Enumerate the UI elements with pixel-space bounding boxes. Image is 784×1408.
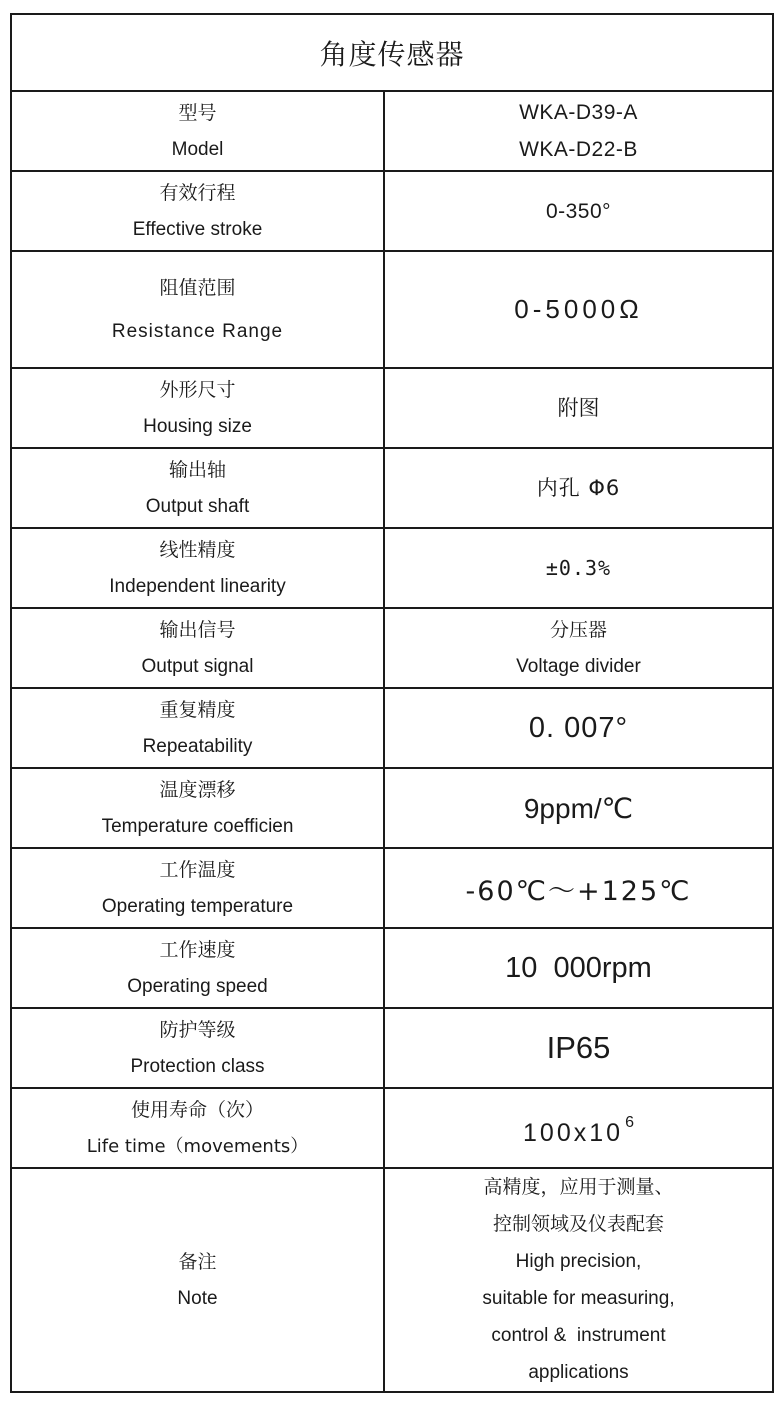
protection-value: IP65 [546, 1030, 611, 1065]
model-value-1: WKA-D39-A [519, 101, 638, 124]
op-speed-value: 10 000rpm [505, 951, 652, 984]
note-line-4: suitable for measuring, [482, 1288, 675, 1309]
label-cell [12, 769, 385, 847]
label-cell [12, 92, 385, 170]
label-en: Output signal [141, 655, 254, 677]
label-zh: 防护等级 [159, 1018, 236, 1041]
label-en: Independent linearity [109, 575, 286, 597]
value-cell [385, 529, 772, 607]
value-cell [385, 92, 772, 170]
label-zh: 外形尺寸 [159, 378, 236, 401]
value-cell [385, 1089, 772, 1167]
signal-value-zh: 分压器 [549, 618, 607, 641]
label-zh: 有效行程 [159, 181, 236, 204]
label-cell [12, 252, 385, 367]
label-en: Protection class [130, 1055, 265, 1077]
row-temp-coeff [12, 769, 772, 849]
label-cell [12, 529, 385, 607]
label-cell [12, 369, 385, 447]
label-zh: 输出轴 [168, 458, 226, 481]
label-zh: 备注 [178, 1250, 217, 1273]
label-en: Output shaft [145, 495, 250, 517]
label-zh: 温度漂移 [159, 778, 236, 801]
value-cell [385, 849, 772, 927]
label-zh: 工作温度 [159, 858, 236, 881]
label-cell [12, 609, 385, 687]
label-en: Resistance Range [111, 320, 284, 342]
label-en: Effective stroke [132, 218, 263, 240]
spec-table [10, 13, 774, 1393]
row-op-temp [12, 849, 772, 929]
table-title: 角度传感器 [12, 15, 772, 92]
row-housing [12, 369, 772, 449]
label-en: Housing size [143, 415, 252, 437]
row-protection [12, 1009, 772, 1089]
label-en: Life time（movements） [86, 1135, 309, 1157]
note-line-2: 控制领域及仪表配套 [492, 1213, 664, 1235]
value-cell [385, 252, 772, 367]
row-linearity [12, 529, 772, 609]
resistance-value: 0-5000Ω [514, 294, 643, 324]
value-cell [385, 929, 772, 1007]
row-op-speed [12, 929, 772, 1009]
value-cell [385, 609, 772, 687]
note-line-1: 高精度，应用于测量、 [483, 1176, 674, 1198]
value-cell [385, 769, 772, 847]
row-resistance [12, 252, 772, 369]
label-en: Operating speed [127, 975, 268, 997]
value-cell [385, 689, 772, 767]
temp-coeff-value: 9ppm/℃ [523, 792, 634, 824]
label-zh: 工作速度 [159, 938, 236, 961]
row-signal [12, 609, 772, 689]
value-cell [385, 1169, 772, 1391]
op-temp-value: -60℃～+125℃ [465, 875, 692, 907]
row-life [12, 1089, 772, 1169]
row-note [12, 1169, 772, 1391]
row-shaft [12, 449, 772, 529]
stroke-value: 0-350° [545, 199, 612, 223]
label-cell [12, 929, 385, 1007]
value-cell [385, 449, 772, 527]
life-value [523, 1108, 634, 1148]
label-cell [12, 172, 385, 250]
label-en: Model [171, 138, 224, 160]
label-cell [12, 1009, 385, 1087]
label-en: Repeatability [142, 735, 253, 757]
value-cell [385, 172, 772, 250]
row-stroke [12, 172, 772, 252]
life-value-exponent: 6 [625, 1114, 634, 1131]
life-value-base: 100x10 [523, 1119, 624, 1147]
label-en: Operating temperature [101, 895, 294, 917]
label-zh: 使用寿命（次） [130, 1098, 264, 1121]
label-zh: 重复精度 [159, 698, 236, 721]
shaft-value: 内孔 Φ6 [536, 476, 621, 500]
note-line-3: High precision, [515, 1251, 642, 1272]
label-cell [12, 689, 385, 767]
label-cell [12, 449, 385, 527]
label-cell [12, 1089, 385, 1167]
label-cell [12, 1169, 385, 1391]
note-line-6: applications [528, 1362, 629, 1383]
label-cell [12, 849, 385, 927]
signal-value-en: Voltage divider [516, 655, 641, 677]
repeatability-value: 0. 007° [528, 711, 629, 744]
row-model [12, 92, 772, 172]
model-value-2: WKA-D22-B [519, 138, 638, 161]
label-zh: 阻值范围 [159, 276, 236, 299]
label-en: Temperature coefficien [101, 815, 294, 837]
label-zh: 型号 [178, 101, 217, 124]
label-en: Note [177, 1287, 218, 1309]
label-zh: 线性精度 [159, 538, 236, 561]
row-repeatability [12, 689, 772, 769]
housing-value: 附图 [557, 396, 600, 420]
linearity-value: ±0.3% [545, 556, 612, 580]
value-cell [385, 1009, 772, 1087]
note-line-5: control & instrument [491, 1325, 666, 1346]
value-cell [385, 369, 772, 447]
label-zh: 输出信号 [159, 618, 236, 641]
